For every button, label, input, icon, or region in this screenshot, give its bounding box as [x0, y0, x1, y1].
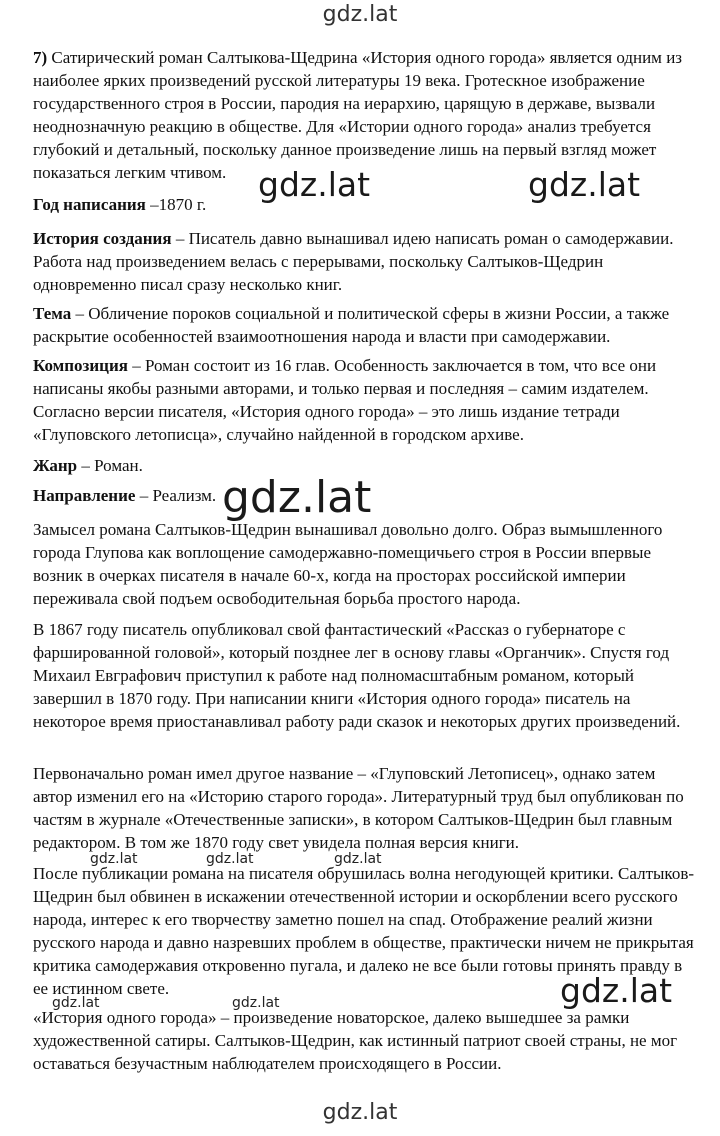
- composition-text: – Роман состоит из 16 глав. Особенность заключается в том, что все они написаны якобы разными авторами, и только первая и последняя – самим издателем. Согласно версии писателя, «История одного города» – это лишь издание тетради «Глуповского летописца», случайно найденной в городском архиве.: [33, 356, 657, 444]
- direction-label: Направление: [33, 486, 136, 505]
- direction-value: – Реализм.: [135, 486, 217, 505]
- watermark-right: gdz.lat: [560, 971, 673, 1010]
- watermark-small-3: gdz.lat: [334, 851, 382, 867]
- paragraph-2: В 1867 году писатель опубликовал свой фантастический «Рассказ о губернаторе с фаршированной головой», который позднее лег в основу главы «Органчик». Спустя год Михаил Евграфович приступил к работе над полномасштабным романом, который завершил в 1870 году. При написании книги «История одного города» писатель на некоторое время приостанавливал работу ради сказок и некоторых других произведений.: [33, 620, 681, 731]
- watermark-small-4: gdz.lat: [52, 995, 100, 1011]
- history-text: – Писатель давно вынашивал идею написать роман о самодержавии. Работа над произведением велась с перерывами, поскольку Салтыков-Щедрин одновременно писал сразу несколько книг.: [33, 229, 674, 294]
- theme-paragraph: [33, 302, 697, 348]
- watermark-small-2: gdz.lat: [206, 851, 254, 867]
- intro-text: Сатирический роман Салтыкова-Щедрина «История одного города» является одним из наиболее ярких произведений русской литературы 19 века. Гротескное изображение государственного строя в России, пародия на иерархию, царящую в державе, вызвали неоднозначную реакцию в обществе. Для «Истории одного города» анализ требуется глубокий и детальный, поскольку данное произведение лишь на первый взгляд может показаться легким чтивом.: [33, 48, 683, 182]
- watermark-bottom: gdz.lat: [322, 1100, 398, 1125]
- theme-label: Тема: [33, 304, 72, 323]
- intro-paragraph: [33, 46, 697, 184]
- year-value: –1870 г.: [145, 195, 207, 214]
- genre-value: – Роман.: [77, 456, 143, 475]
- composition-paragraph: [33, 354, 697, 446]
- history-label: История создания: [33, 229, 172, 248]
- theme-text: – Обличение пороков социальной и политической сферы в жизни России, а также раскрытие особенностей взаимоотношения народа и власти при самодержавии.: [33, 304, 670, 346]
- genre-label: Жанр: [33, 456, 78, 475]
- watermark-small-1: gdz.lat: [90, 851, 138, 867]
- paragraph-4: После публикации романа на писателя обрушилась волна негодующей критики. Салтыков-Щедрин был обвинен в искажении отечественной истории и оскорблении всего русского народа, интерес к его творчеству заметно пошел на спад. Отображение реалий жизни русского народа и давно назревших проблем в обществе, практически ничем не прикрытая критика самодержавия откровенно пугала, и далеко не все были готовы принять правду в ее истинном свете.: [33, 864, 695, 998]
- paragraph-3: Первоначально роман имел другое название – «Глуповский Летописец», однако затем автор изменил его на «Историю старого города». Литературный труд был опубликован по частям в журнале «Отечественные записки», в котором Салтыков-Щедрин был главным редактором. В том же 1870 году свет увидела полная версия книги.: [33, 764, 684, 852]
- watermark-small-5: gdz.lat: [232, 995, 280, 1011]
- paragraph-5: «История одного города» – произведение новаторское, далеко вышедшее за рамки художественной сатиры. Салтыков-Щедрин, как истинный патриот своей страны, не мог оставаться безучастным наблюдателем происходящего в России.: [33, 1008, 678, 1073]
- paragraph-1: Замысел романа Салтыков-Щедрин вынашивал довольно долго. Образ вымышленного города Глупова как воплощение самодержавно-помещичьего строя в России впервые возник в очерках писателя в начале 60-х, когда на просторах российской империи переживала свой подъем освободительная борьба простого народа.: [33, 520, 663, 608]
- watermark-mid-right: gdz.lat: [528, 165, 641, 204]
- history-paragraph: [33, 227, 697, 296]
- watermark-top: gdz.lat: [322, 2, 398, 27]
- watermark-center: gdz.lat: [222, 472, 372, 523]
- task-number: 7): [33, 48, 48, 67]
- composition-label: Композиция: [33, 356, 128, 375]
- watermark-mid-left: gdz.lat: [258, 165, 371, 204]
- year-label: Год написания: [33, 195, 146, 214]
